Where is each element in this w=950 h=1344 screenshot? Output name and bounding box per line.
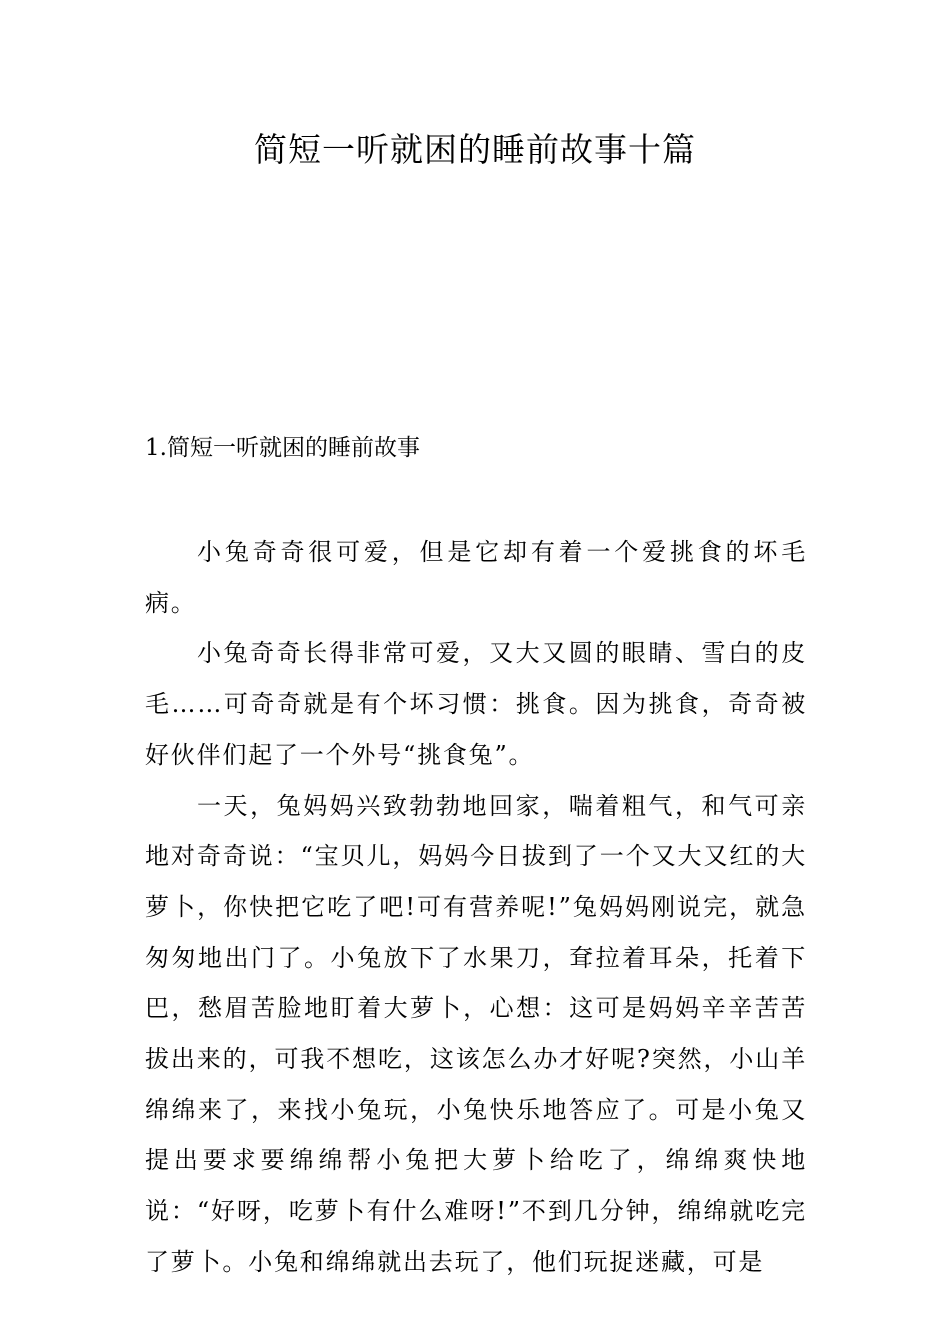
story-body	[145, 527, 807, 1288]
paragraph: 小兔奇奇很可爱，但是它却有着一个爱挑食的坏毛病。	[145, 538, 807, 617]
paragraph: 一天，兔妈妈兴致勃勃地回家，喘着粗气，和气可亲地对奇奇说：“宝贝儿，妈妈今日拔到了一个又大又红的大萝卜，你快把它吃了吧!可有营养呢!”兔妈妈刚说完，就急匆匆地出门了。小兔放下了水果刀，耷拉着耳朵，托着下巴，愁眉苦脸地盯着大萝卜，心想：这可是妈妈辛辛苦苦拔出来的，可我不想吃，这该怎么办才好呢?突然，小山羊绵绵来了，来找小兔玩，小兔快乐地答应了。可是小兔又提出要求要绵绵帮小兔把大萝卜给吃了，绵绵爽快地说：“好呀，吃萝卜有什么难呀!”不到几分钟，绵绵就吃完了萝卜。小兔和绵绵就出去玩了，他们玩捉迷藏，可是	[145, 791, 807, 1276]
section-heading: 1.简短一听就困的睡前故事	[145, 435, 420, 461]
paragraph: 小兔奇奇长得非常可爱，又大又圆的眼睛、雪白的皮毛……可奇奇就是有个坏习惯：挑食。因为挑食，奇奇被好伙伴们起了一个外号“挑食兔”。	[145, 639, 807, 769]
document-title: 简短一听就困的睡前故事十篇	[254, 130, 696, 169]
